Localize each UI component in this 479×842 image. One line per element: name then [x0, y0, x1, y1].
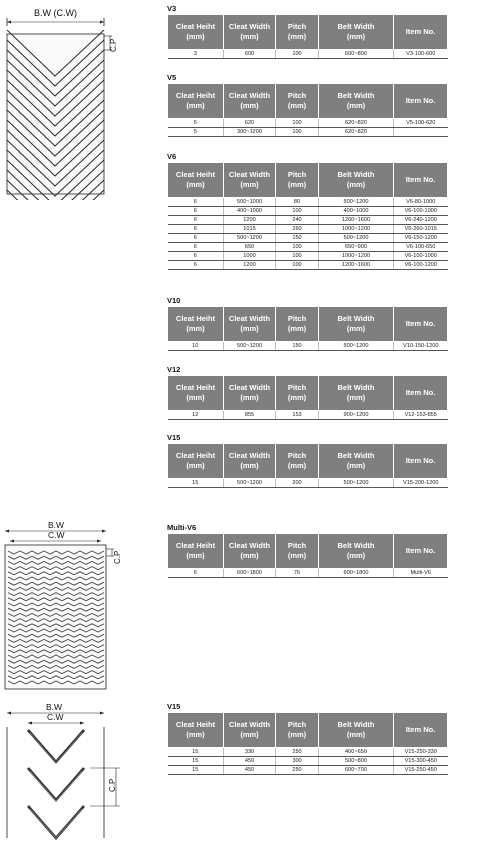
- table-row: [168, 479, 448, 488]
- table-row: [168, 342, 448, 351]
- cell-belt-width: 1200~1600: [319, 216, 394, 225]
- table-row: [168, 411, 448, 420]
- cell-cleat-width: 855: [224, 411, 276, 420]
- cell-belt-width: 1000~1200: [319, 225, 394, 234]
- header-row: [168, 163, 448, 198]
- header-belt-width: Belt Width (mm): [319, 15, 394, 50]
- header-pitch: Pitch (mm): [276, 15, 319, 50]
- cell-cleat-height: 6: [168, 243, 224, 252]
- cell-pitch: 100: [276, 243, 319, 252]
- cell-belt-width: 600~1800: [319, 569, 394, 578]
- table-row: [168, 766, 448, 775]
- table-row: [168, 207, 448, 216]
- cell-belt-width: 620~820: [319, 128, 394, 137]
- header-row: [168, 534, 448, 569]
- table-row: [168, 261, 448, 270]
- cell-cleat-width: 300~1200: [224, 128, 276, 137]
- cell-pitch: 240: [276, 216, 319, 225]
- header-row: [168, 15, 448, 50]
- cell-cleat-width: 1200: [224, 216, 276, 225]
- section-v3: [167, 3, 447, 59]
- cell-item-no: V6-100-650: [394, 243, 448, 252]
- header-row: [168, 444, 448, 479]
- header-cleat-width: Cleat Width (mm): [224, 163, 276, 198]
- cell-belt-width: 1200~1600: [319, 261, 394, 270]
- header-row: [168, 376, 448, 411]
- cell-pitch: 260: [276, 225, 319, 234]
- cell-cleat-height: 15: [168, 757, 224, 766]
- spec-table: [167, 14, 448, 59]
- cell-belt-width: 500~800: [319, 757, 394, 766]
- section-v10: [167, 295, 447, 351]
- cell-cleat-width: 650: [224, 243, 276, 252]
- cell-pitch: 153: [276, 411, 319, 420]
- section-title: Multi-V6: [167, 523, 197, 532]
- cell-pitch: 100: [276, 50, 319, 59]
- spec-table: [167, 83, 448, 137]
- header-belt-width: Belt Width (mm): [319, 713, 394, 748]
- spec-table: [167, 162, 448, 270]
- cp-label: C.P: [108, 778, 117, 792]
- cp-label: C.P: [113, 550, 122, 564]
- cell-cleat-width: 450: [224, 757, 276, 766]
- cell-belt-width: 500~1200: [319, 479, 394, 488]
- cell-pitch: 76: [276, 569, 319, 578]
- cell-pitch: 300: [276, 757, 319, 766]
- spec-table: [167, 443, 448, 488]
- section-v15a: [167, 432, 447, 488]
- cell-cleat-width: 600: [224, 50, 276, 59]
- cell-item-no: V6-100-1200: [394, 261, 448, 270]
- cell-cleat-height: 12: [168, 411, 224, 420]
- cell-cleat-height: 5: [168, 119, 224, 128]
- cell-cleat-height: 15: [168, 766, 224, 775]
- cell-item-no: V6-80-1000: [394, 198, 448, 207]
- cell-pitch: 100: [276, 261, 319, 270]
- table-row: [168, 128, 448, 137]
- diagram-v-pattern: [0, 0, 130, 200]
- table-row: [168, 119, 448, 128]
- cell-belt-width: 500~1200: [319, 234, 394, 243]
- cell-belt-width: 500~1200: [319, 198, 394, 207]
- cell-belt-width: 600~800: [319, 50, 394, 59]
- section-title: V15: [167, 702, 181, 711]
- cell-cleat-height: 5: [168, 128, 224, 137]
- section-title: V5: [167, 73, 177, 82]
- v-pattern-drawing: [0, 0, 130, 200]
- cell-belt-width: 400~650: [319, 748, 394, 757]
- header-cleat-height: Cleat Heiht (mm): [168, 534, 224, 569]
- cell-pitch: 100: [276, 119, 319, 128]
- header-cleat-height: Cleat Heiht (mm): [168, 163, 224, 198]
- section-title: V10: [167, 296, 181, 305]
- cw-label: C.W: [47, 712, 64, 722]
- spec-table: [167, 533, 448, 578]
- cell-cleat-height: 6: [168, 261, 224, 270]
- table-row: [168, 216, 448, 225]
- cell-item-no: V10-150-1200: [394, 342, 448, 351]
- header-belt-width: Belt Width (mm): [319, 84, 394, 119]
- header-cleat-height: Cleat Heiht (mm): [168, 444, 224, 479]
- cell-cleat-width: 1015: [224, 225, 276, 234]
- header-pitch: Pitch (mm): [276, 307, 319, 342]
- header-cleat-height: Cleat Heiht (mm): [168, 307, 224, 342]
- cell-cleat-height: 6: [168, 569, 224, 578]
- header-cleat-width: Cleat Width (mm): [224, 534, 276, 569]
- header-pitch: Pitch (mm): [276, 163, 319, 198]
- cell-item-no: V15-250-330: [394, 748, 448, 757]
- header-cleat-height: Cleat Heiht (mm): [168, 84, 224, 119]
- table-row: [168, 50, 448, 59]
- section-v12: [167, 364, 447, 420]
- header-belt-width: Belt Width (mm): [319, 307, 394, 342]
- cell-pitch: 250: [276, 748, 319, 757]
- diagram-large-v-pattern: [0, 700, 130, 842]
- cell-item-no: V3-100-600: [394, 50, 448, 59]
- cell-cleat-width: 400~1000: [224, 207, 276, 216]
- cell-cleat-width: 620: [224, 119, 276, 128]
- cell-cleat-width: 600~1800: [224, 569, 276, 578]
- header-item-no: Item No.: [394, 163, 448, 198]
- section-title: V3: [167, 4, 177, 13]
- header-belt-width: Belt Width (mm): [319, 376, 394, 411]
- spec-table: [167, 712, 448, 775]
- header-item-no: Item No.: [394, 307, 448, 342]
- cell-pitch: 250: [276, 766, 319, 775]
- cell-item-no: Multi-V6: [394, 569, 448, 578]
- diagram-multi-v-pattern: [0, 518, 130, 693]
- cell-pitch: 100: [276, 252, 319, 261]
- header-pitch: Pitch (mm): [276, 84, 319, 119]
- table-row: [168, 757, 448, 766]
- header-cleat-width: Cleat Width (mm): [224, 307, 276, 342]
- cell-cleat-height: 3: [168, 50, 224, 59]
- cell-belt-width: 620~820: [319, 119, 394, 128]
- table-row: [168, 198, 448, 207]
- section-multiv6: [167, 522, 447, 578]
- header-pitch: Pitch (mm): [276, 534, 319, 569]
- cell-item-no: V6-240-1200: [394, 216, 448, 225]
- header-cleat-width: Cleat Width (mm): [224, 84, 276, 119]
- section-title: V15: [167, 433, 181, 442]
- spec-table: [167, 306, 448, 351]
- cell-cleat-width: 500~1200: [224, 234, 276, 243]
- cell-belt-width: 650~900: [319, 243, 394, 252]
- cell-cleat-height: 6: [168, 252, 224, 261]
- header-cleat-height: Cleat Heiht (mm): [168, 15, 224, 50]
- header-item-no: Item No.: [394, 444, 448, 479]
- cell-pitch: 80: [276, 198, 319, 207]
- header-item-no: Item No.: [394, 15, 448, 50]
- header-cleat-width: Cleat Width (mm): [224, 15, 276, 50]
- table-row: [168, 234, 448, 243]
- cell-cleat-width: 330: [224, 748, 276, 757]
- header-belt-width: Belt Width (mm): [319, 534, 394, 569]
- header-item-no: Item No.: [394, 84, 448, 119]
- cell-cleat-width: 1200: [224, 261, 276, 270]
- section-v6: [167, 151, 447, 270]
- cp-label: C.P: [109, 38, 118, 52]
- cell-cleat-height: 6: [168, 198, 224, 207]
- cell-item-no: V15-250-450: [394, 766, 448, 775]
- cell-item-no: V6-260-1015: [394, 225, 448, 234]
- section-title: V12: [167, 365, 181, 374]
- cell-item-no: V6-100-1000: [394, 252, 448, 261]
- cell-pitch: 100: [276, 128, 319, 137]
- cell-cleat-height: 6: [168, 234, 224, 243]
- cell-item-no: V15-200-1200: [394, 479, 448, 488]
- cell-pitch: 150: [276, 234, 319, 243]
- spec-table: [167, 375, 448, 420]
- table-row: [168, 243, 448, 252]
- header-cleat-height: Cleat Heiht (mm): [168, 376, 224, 411]
- large-v-drawing: [0, 700, 130, 842]
- cell-cleat-width: 500~1200: [224, 479, 276, 488]
- section-v15b: [167, 701, 447, 775]
- header-cleat-height: Cleat Heiht (mm): [168, 713, 224, 748]
- bw-label: B.W: [48, 520, 65, 530]
- cell-item-no: V15-300-450: [394, 757, 448, 766]
- section-v5: [167, 72, 447, 137]
- header-belt-width: Belt Width (mm): [319, 444, 394, 479]
- cell-pitch: 150: [276, 342, 319, 351]
- cell-cleat-height: 6: [168, 225, 224, 234]
- header-belt-width: Belt Width (mm): [319, 163, 394, 198]
- table-row: [168, 569, 448, 578]
- multi-v-drawing: [0, 518, 130, 693]
- cell-cleat-height: 6: [168, 207, 224, 216]
- cell-cleat-height: 15: [168, 479, 224, 488]
- cw-label: C.W: [48, 530, 65, 540]
- cell-cleat-width: 450: [224, 766, 276, 775]
- header-item-no: Item No.: [394, 713, 448, 748]
- header-cleat-width: Cleat Width (mm): [224, 444, 276, 479]
- cell-belt-width: 900~1200: [319, 411, 394, 420]
- header-pitch: Pitch (mm): [276, 376, 319, 411]
- header-cleat-width: Cleat Width (mm): [224, 376, 276, 411]
- header-item-no: Item No.: [394, 534, 448, 569]
- header-pitch: Pitch (mm): [276, 444, 319, 479]
- cell-cleat-height: 10: [168, 342, 224, 351]
- header-item-no: Item No.: [394, 376, 448, 411]
- cell-item-no: V12-153-855: [394, 411, 448, 420]
- cell-cleat-width: 1000: [224, 252, 276, 261]
- section-title: V6: [167, 152, 177, 161]
- cell-belt-width: 1000~1200: [319, 252, 394, 261]
- header-row: [168, 307, 448, 342]
- cell-cleat-width: 500~1000: [224, 198, 276, 207]
- cell-belt-width: 600~700: [319, 766, 394, 775]
- cell-item-no: V5-100-620: [394, 119, 448, 128]
- table-row: [168, 252, 448, 261]
- header-row: [168, 84, 448, 119]
- cell-belt-width: 500~1200: [319, 342, 394, 351]
- cell-pitch: 100: [276, 207, 319, 216]
- header-row: [168, 713, 448, 748]
- cell-item-no: [394, 128, 448, 137]
- bw-cw-label: B.W (C.W): [34, 8, 77, 18]
- cell-pitch: 200: [276, 479, 319, 488]
- table-row: [168, 748, 448, 757]
- header-cleat-width: Cleat Width (mm): [224, 713, 276, 748]
- cell-item-no: V6-150-1200: [394, 234, 448, 243]
- table-row: [168, 225, 448, 234]
- cell-item-no: V6-100-1000: [394, 207, 448, 216]
- header-pitch: Pitch (mm): [276, 713, 319, 748]
- cell-cleat-height: 6: [168, 216, 224, 225]
- cell-cleat-height: 15: [168, 748, 224, 757]
- cell-belt-width: 400~1000: [319, 207, 394, 216]
- bw-label: B.W: [46, 702, 63, 712]
- cell-cleat-width: 500~1200: [224, 342, 276, 351]
